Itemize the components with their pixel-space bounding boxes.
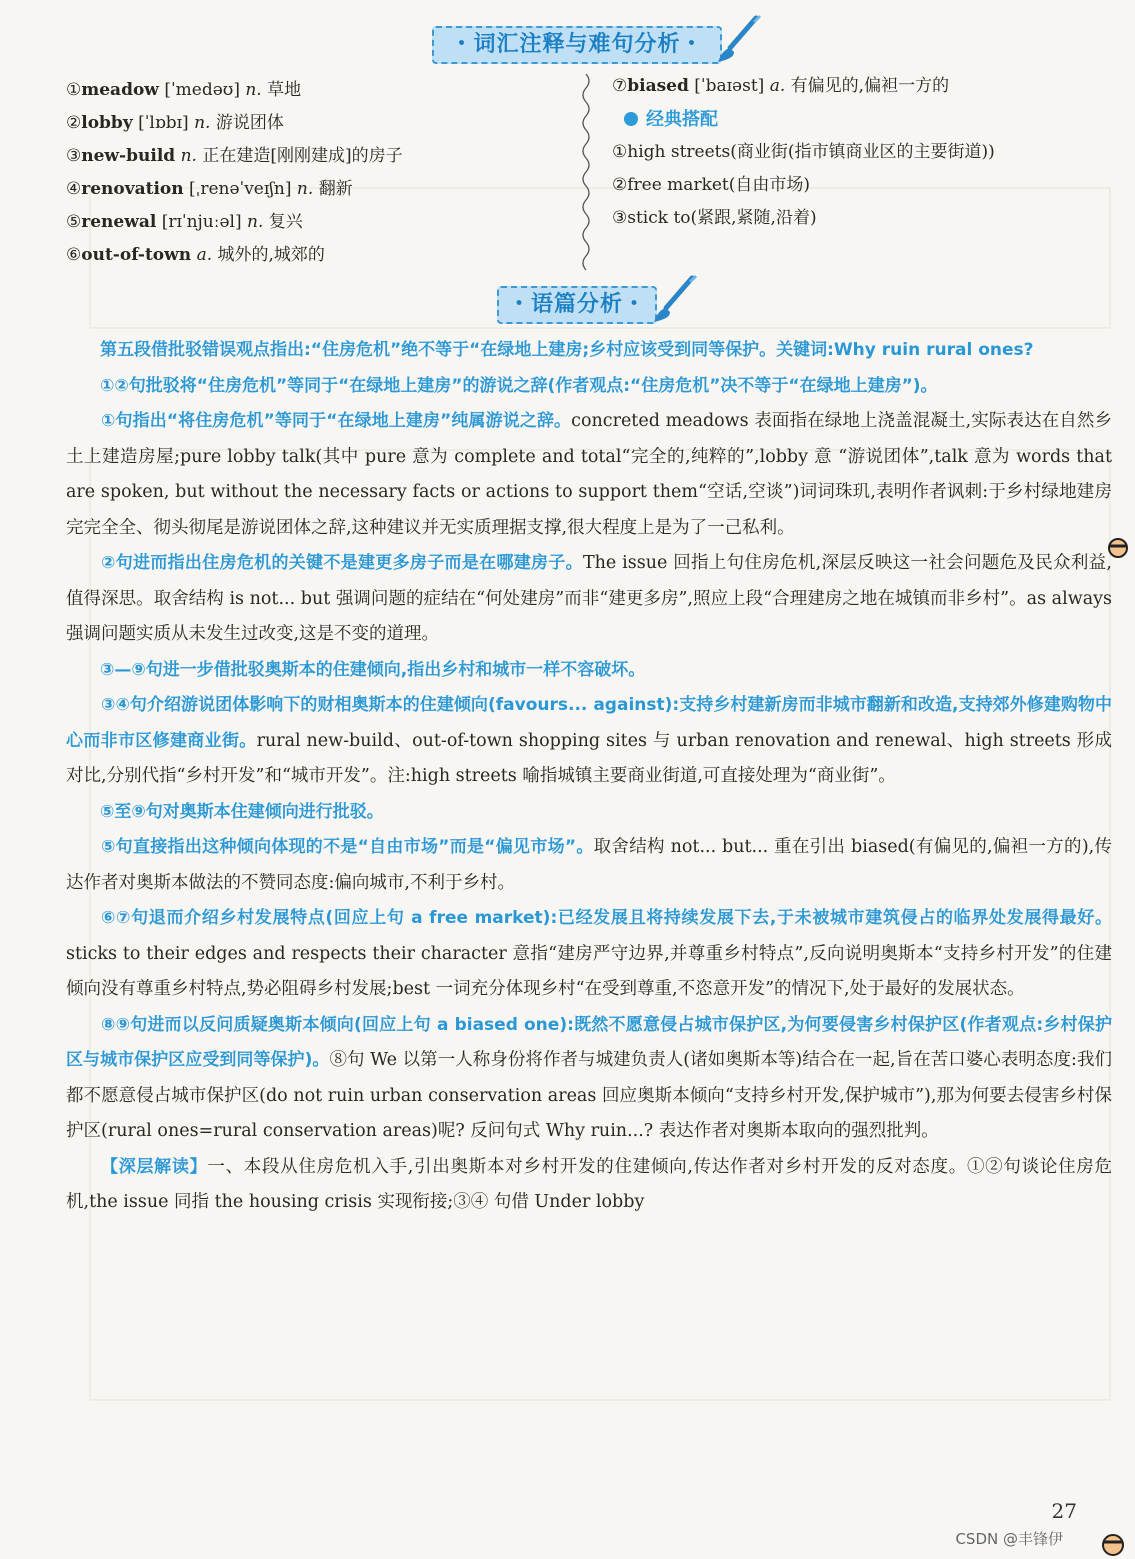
collocations-title: 经典搭配	[646, 109, 718, 130]
key-sentence: ⑥⑦句退而介绍乡村发展特点(回应上句 a free market):已经发展且将持续发展下去,于未被城市建筑侵占的临界处发展得最好。	[101, 908, 1112, 928]
vocab-section-banner	[432, 26, 722, 64]
key-sentence: ①句指出“将住房危机”等同于“在绿地上建房”纯属游说之辞。	[101, 411, 572, 431]
paragraph	[66, 688, 1112, 795]
explanation: rural new-build、out-of-town shopping sites 与 urban renovation and renewal、high streets 形成对比,分别代指“乡村开发”和“城市开发”。注:high streets 喻指城镇主要商业街道,可直接处理为“商业街”。	[66, 730, 1113, 786]
vocab-meaning: 翻新	[318, 179, 353, 199]
brush-icon	[716, 14, 762, 64]
passage-analysis	[66, 333, 1112, 1221]
vocab-word: new-build	[81, 146, 176, 166]
vocab-item	[66, 140, 536, 173]
vocab-pos: n.	[296, 179, 314, 199]
bullet-dot-icon	[624, 112, 638, 126]
vocab-ipa: [ˈbaɪəst]	[694, 76, 765, 96]
explanation: The issue 回指上句住房危机,深层反映这一社会问题危及民众利益,值得深思。取舍结构 is not... but 强调问题的症结在“何处建房”而非“建更多房”,照应上段“合理建房之地在城镇而非乡村”。as always 强调问题实质从未发生过改变,这是不变的道理。	[66, 553, 1112, 644]
vocab-meaning: 草地	[267, 80, 302, 100]
vocab-pos: n.	[247, 212, 264, 232]
vocab-pos: a.	[769, 76, 786, 96]
vocab-pos: n.	[180, 146, 197, 166]
paragraph: ③—⑨句进一步借批驳奥斯本的住建倾向,指出乡村和城市一样不容破坏。	[100, 659, 646, 680]
vocab-meaning: 正在建造[刚刚建成]的房子	[202, 146, 403, 166]
vocab-meaning: 复兴	[268, 212, 303, 232]
vocab-ipa: [ˈmedəʊ]	[164, 80, 240, 100]
explanation: sticks to their edges and respects their character 意指“建房严守边界,并尊重乡村特点”,反向说明奥斯本“支持乡村开发”的住建倾向没有尊重乡村特点,势必阻碍乡村发展;best 一词充分体现乡村“在受到尊重,不恣意开发”的情况下,处于最好的发展状态。	[66, 943, 1112, 999]
vocab-num: ⑤	[66, 212, 82, 232]
paragraph	[66, 404, 1112, 546]
vocab-ipa: [rɪˈnjuːəl]	[161, 212, 242, 232]
paragraph	[66, 546, 1112, 653]
key-sentence: ⑧⑨句进而以反问质疑奥斯本倾向(回应上句 a biased one):既然不愿意侵占城市保护区,为何要侵害乡村保护区(作者观点:乡村保护区与城市保护区应受到同等保护)。	[66, 1014, 1112, 1070]
vocab-num: ⑦	[612, 76, 628, 96]
vocab-item	[66, 74, 536, 107]
vocab-word: lobby	[81, 113, 133, 133]
vocab-list	[66, 74, 536, 272]
vocab-num: ①	[66, 80, 82, 100]
vocab-ipa: [ˈlɒbɪ]	[138, 113, 189, 133]
deep-reading-tag: 【深层解读】	[101, 1156, 208, 1177]
vocab-meaning: 城外的,城郊的	[217, 245, 325, 265]
vocab-num: ②	[66, 113, 82, 133]
vocab-word: biased	[627, 76, 689, 96]
vocab-word: meadow	[81, 80, 159, 100]
key-sentence: ②句进而指出住房危机的关键不是建更多房子而是在哪建房子。	[101, 553, 583, 573]
collocations-heading	[612, 103, 1112, 136]
explanation: ⑧句 We 以第一人称身份将作者与城建负责人(诸如奥斯本等)结合在一起,旨在苦口婆心表明态度:我们都不愿意侵占城市保护区(do not ruin urban conservation areas 回应奥斯本倾向“支持乡村开发,保护城市”),那为何要去侵害乡村保护区(rural ones=rural conservation areas)呢? 反问句式 Why ruin...? 表达作者对奥斯本取向的强烈批判。	[66, 1050, 1112, 1141]
paragraph-deep-reading	[66, 1150, 1112, 1221]
vocab-item	[66, 107, 536, 140]
vocab-ipa: [ˌrenəˈveɪʃn]	[189, 179, 292, 199]
vocab-section-title: ・词汇注释与难句分析・	[450, 32, 704, 57]
passage-section-banner	[497, 286, 657, 324]
vocab-word: renovation	[81, 179, 184, 199]
vocab-num: ④	[66, 179, 82, 199]
vocab-word: renewal	[81, 212, 157, 232]
page-number: 27	[1051, 1499, 1077, 1523]
explanation: 一、本段从住房危机入手,引出奥斯本对乡村开发的住建倾向,传达作者对乡村开发的反对态度。①②句谈论住房危机,the issue 同指 the housing crisis 实现衔接;③④ 句借 Under lobby	[66, 1156, 1112, 1212]
vocab-item	[612, 70, 1112, 103]
watermark: CSDN @丰锋伊	[955, 1530, 1063, 1548]
paragraph	[66, 901, 1112, 1008]
paragraph	[66, 830, 1112, 901]
vocab-num: ⑥	[66, 245, 82, 265]
vocab-item	[66, 239, 536, 272]
collocation-item: ③stick to(紧跟,紧随,沿着)	[612, 208, 817, 228]
vocab-pos: n.	[194, 113, 211, 133]
brush-icon	[652, 274, 698, 324]
avatar-icon	[1096, 1530, 1130, 1558]
collocation-item: ①high streets(商业街(指市镇商业区的主要街道))	[612, 142, 995, 162]
vocab-pos: n.	[245, 80, 262, 100]
paragraph: ⑤至⑨句对奥斯本住建倾向进行批驳。	[100, 801, 384, 822]
vocab-item	[66, 173, 536, 206]
vocab-item	[66, 206, 536, 239]
paragraph	[66, 1008, 1112, 1150]
explanation: concreted meadows 表面指在绿地上浇盖混凝土,实际表达在自然乡土上建造房屋;pure lobby talk(其中 pure 意为 complete and total“完全的,纯粹的”,lobby 意 “游说团体”,talk 意为 words that are spoken, but without the necessary facts or actions to support them“空话,空谈”)词词珠玑,表明作者讽刺:于乡村绿地建房完完全全、彻头彻尾是游说团体之辞,这种建议并无实质理据支撑,很大程度上是为了一己私利。	[66, 411, 1112, 538]
wavy-divider	[578, 74, 594, 270]
passage-section-title: ・语篇分析・	[507, 292, 646, 317]
explanation: 取舍结构 not... but... 重在引出 biased(有偏见的,偏袒一方的),传达作者对奥斯本做法的不赞同态度:偏向城市,不利于乡村。	[66, 837, 1112, 893]
vocab-num: ③	[66, 146, 82, 166]
vocab-meaning: 有偏见的,偏袒一方的	[790, 76, 950, 96]
vocab-word: out-of-town	[81, 245, 192, 265]
key-sentence: ⑤句直接指出这种倾向体现的不是“自由市场”而是“偏见市场”。	[101, 837, 594, 857]
collocation-item: ②free market(自由市场)	[612, 175, 811, 195]
paragraph-summary: 第五段借批驳错误观点指出:“住房危机”绝不等于“在绿地上建房;乡村应该受到同等保护。关键词:Why ruin rural ones?	[100, 340, 1034, 360]
avatar-icon	[1103, 536, 1133, 560]
vocab-right-column	[612, 70, 1112, 235]
vocab-meaning: 游说团体	[215, 113, 284, 133]
paragraph: ①②句批驳将“住房危机”等同于“在绿地上建房”的游说之辞(作者观点:“住房危机”决不等于“在绿地上建房”)。	[100, 375, 938, 396]
vocab-pos: a.	[196, 245, 213, 265]
key-sentence: ③④句介绍游说团体影响下的财相奥斯本的住建倾向(favours... against):支持乡村建新房而非城市翻新和改造,支持郊外修建购物中心而非市区修建商业街。	[66, 695, 1112, 751]
